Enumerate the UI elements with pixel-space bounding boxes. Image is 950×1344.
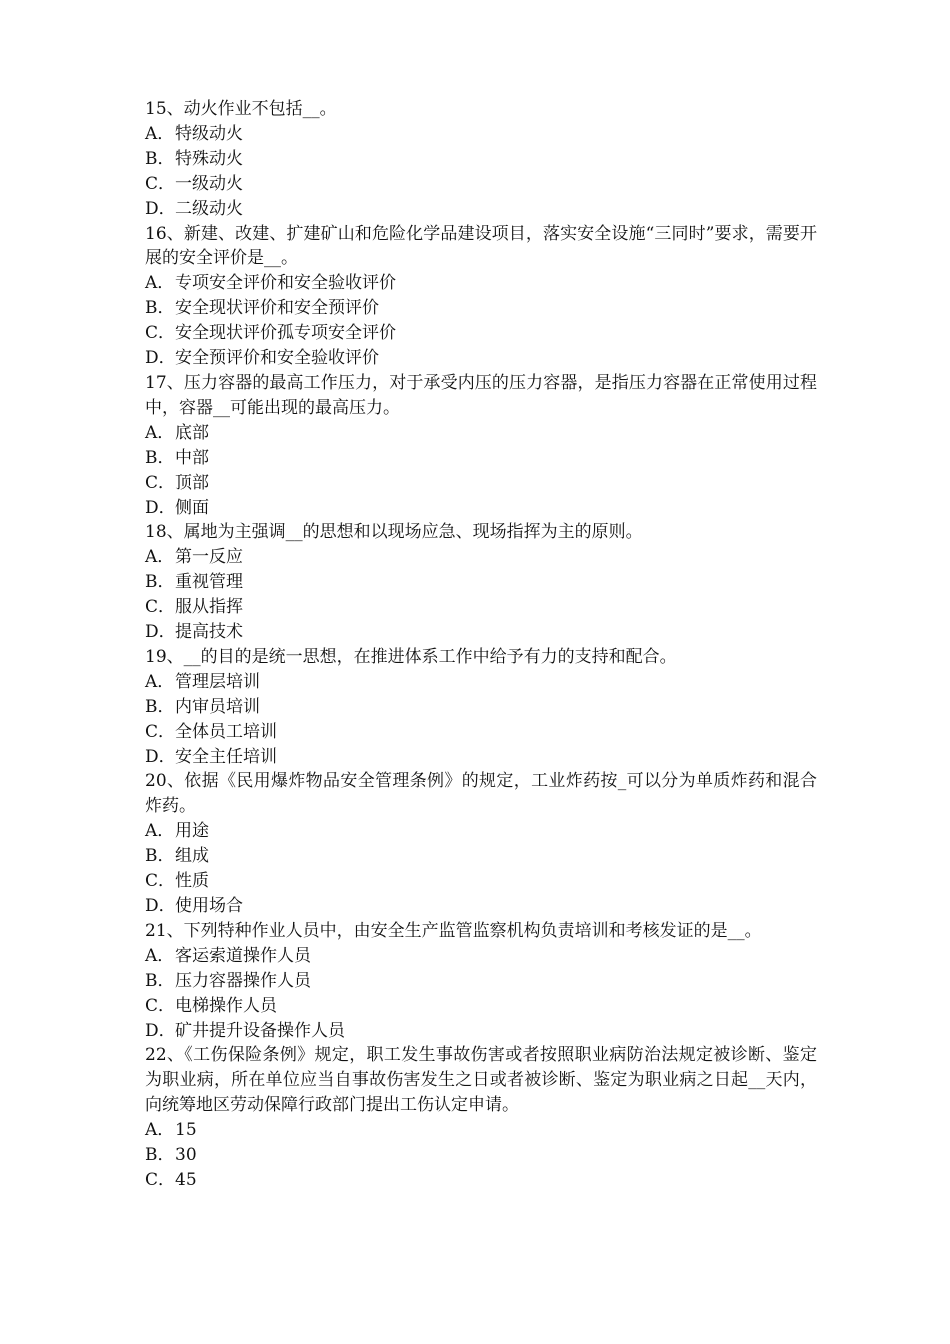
option-letter: B． (145, 148, 175, 169)
option-letter: B． (145, 298, 175, 319)
question-20 (145, 769, 817, 918)
option-text: 安全预评价和安全验收评价 (175, 348, 379, 369)
option-text: 矿井提升设备操作人员 (175, 1020, 345, 1041)
option-text: 顶部 (175, 472, 209, 493)
option-text: 15 (175, 1120, 197, 1141)
question-17 (145, 371, 817, 520)
option-b (145, 844, 817, 869)
option-b (145, 147, 817, 172)
option-letter: D． (145, 896, 176, 916)
option-text: 管理层培训 (175, 671, 260, 692)
option-text: 安全现状评价和安全预评价 (175, 298, 379, 319)
option-b (145, 695, 817, 720)
option-text: 组成 (175, 846, 209, 867)
option-a (145, 421, 817, 446)
option-text: 45 (175, 1169, 197, 1190)
option-b (145, 446, 817, 471)
option-text: 使用场合 (175, 896, 243, 916)
option-text: 30 (175, 1145, 197, 1166)
option-letter: C． (145, 871, 176, 892)
option-d (145, 620, 817, 645)
option-letter: C． (145, 1169, 176, 1190)
option-text: 底部 (175, 422, 209, 443)
option-text: 特级动火 (175, 123, 243, 144)
option-text: 客运索道操作人员 (175, 945, 311, 966)
option-letter: D． (145, 348, 176, 369)
option-c (145, 321, 817, 346)
option-letter: B． (145, 846, 175, 867)
option-a (145, 122, 817, 147)
option-a (145, 545, 817, 570)
option-a (145, 819, 817, 844)
option-text: 第一反应 (175, 547, 243, 568)
option-letter: A． (145, 945, 175, 966)
option-b (145, 570, 817, 595)
option-text: 专项安全评价和安全验收评价 (175, 273, 396, 294)
option-letter: B． (145, 970, 175, 991)
option-letter: D． (145, 198, 176, 219)
option-c (145, 994, 817, 1019)
option-letter: C． (145, 995, 176, 1016)
question-15 (145, 97, 817, 222)
option-a (145, 271, 817, 296)
option-text: 特殊动火 (175, 148, 243, 169)
option-a (145, 944, 817, 969)
option-text: 安全现状评价孤专项安全评价 (175, 323, 396, 344)
option-letter: A． (145, 671, 175, 692)
option-d (145, 197, 817, 222)
option-letter: B． (145, 447, 175, 468)
option-a (145, 670, 817, 695)
option-letter: D． (145, 1020, 176, 1041)
question-18 (145, 520, 817, 645)
question-22 (145, 1043, 817, 1192)
option-letter: D． (145, 746, 176, 767)
option-c (145, 869, 817, 894)
option-d (145, 1019, 817, 1044)
option-letter: A． (145, 821, 175, 842)
option-letter: B． (145, 572, 175, 593)
question-text: 19、__的目的是统一思想，在推进体系工作中给予有力的支持和配合。 (145, 646, 677, 667)
option-text: 用途 (175, 821, 209, 842)
option-letter: C． (145, 597, 176, 618)
option-letter: C． (145, 721, 176, 742)
option-text: 二级动火 (175, 198, 243, 219)
option-text: 电梯操作人员 (175, 995, 277, 1016)
option-text: 全体员工培训 (175, 721, 277, 742)
question-text: 17、压力容器的最高工作压力，对于承受内压的压力容器，是指压力容器在正常使用过程中，容器__可能出现的最高压力。 (145, 372, 817, 418)
option-letter: C． (145, 472, 176, 493)
option-letter: B． (145, 696, 175, 717)
question-text: 22、《工伤保险条例》规定，职工发生事故伤害或者按照职业病防治法规定被诊断、鉴定为职业病，所在单位应当自事故伤害发生之日或者被诊断、鉴定为职业病之日起__天内，向统筹地区劳动保障行政部门提出工伤认定申请。 (145, 1045, 817, 1116)
option-letter: A． (145, 547, 175, 568)
option-text: 重视管理 (175, 572, 243, 593)
option-c (145, 172, 817, 197)
option-letter: A． (145, 123, 175, 144)
option-text: 服从指挥 (175, 597, 243, 618)
question-19 (145, 645, 817, 770)
document-page (145, 97, 817, 1193)
option-letter: B． (145, 1145, 175, 1166)
option-letter: D． (145, 622, 176, 643)
option-b (145, 1143, 817, 1168)
option-d (145, 745, 817, 770)
option-a (145, 1118, 817, 1143)
question-text: 20、依据《民用爆炸物品安全管理条例》的规定，工业炸药按_可以分为单质炸药和混合炸药。 (145, 771, 817, 817)
option-letter: A． (145, 422, 175, 443)
option-text: 内审员培训 (175, 696, 260, 717)
option-text: 性质 (175, 871, 209, 892)
option-c (145, 720, 817, 745)
question-text: 21、下列特种作业人员中，由安全生产监管监察机构负责培训和考核发证的是__。 (145, 920, 762, 941)
option-b (145, 296, 817, 321)
question-text: 15、动火作业不包括__。 (145, 99, 337, 119)
option-b (145, 969, 817, 994)
question-21 (145, 919, 817, 1044)
option-letter: C． (145, 323, 176, 344)
option-text: 提高技术 (175, 622, 243, 643)
option-c (145, 471, 817, 496)
option-letter: A． (145, 273, 175, 294)
option-d (145, 496, 817, 521)
option-text: 中部 (175, 447, 209, 468)
question-16 (145, 222, 817, 371)
option-c (145, 595, 817, 620)
option-letter: A． (145, 1120, 175, 1141)
option-text: 侧面 (175, 497, 209, 518)
option-text: 压力容器操作人员 (175, 970, 311, 991)
question-text: 18、属地为主强调__的思想和以现场应急、现场指挥为主的原则。 (145, 522, 643, 543)
option-d (145, 894, 817, 919)
option-d (145, 346, 817, 371)
option-c (145, 1168, 817, 1193)
option-text: 一级动火 (175, 173, 243, 194)
option-text: 安全主任培训 (175, 746, 277, 767)
option-letter: C． (145, 173, 176, 194)
question-text: 16、新建、改建、扩建矿山和危险化学品建设项目，落实安全设施“三同时”要求，需要开展的安全评价是__。 (145, 223, 817, 269)
option-letter: D． (145, 497, 176, 518)
